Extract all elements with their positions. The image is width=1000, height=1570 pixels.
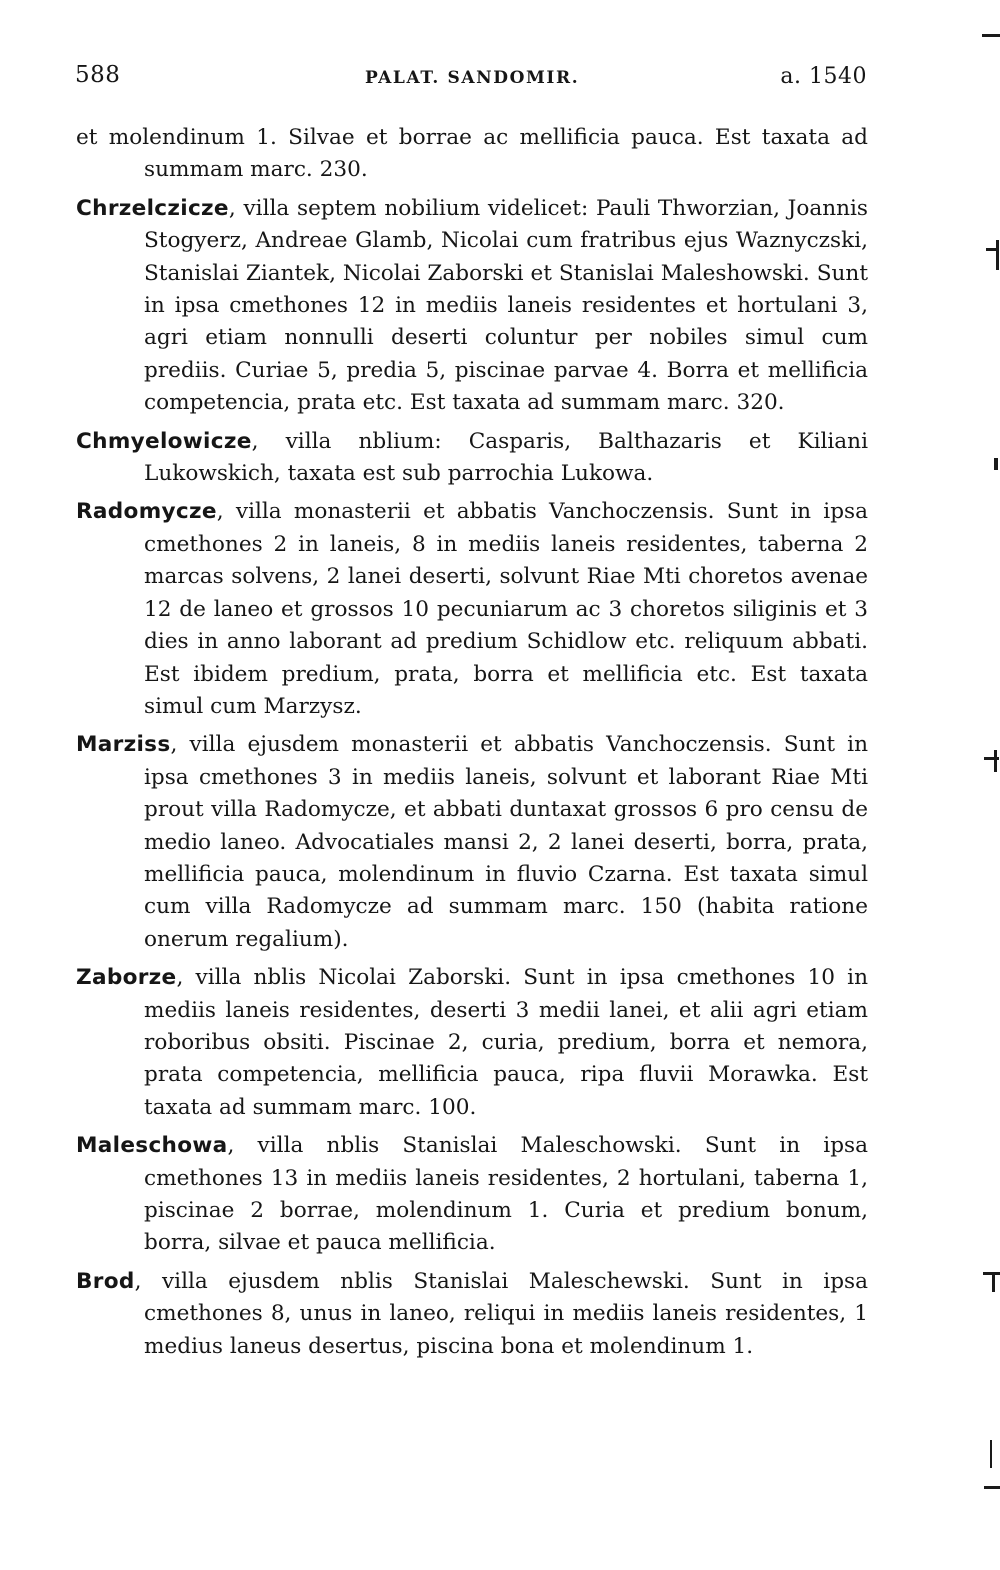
entry-chrzelczicze	[76, 193, 868, 420]
entry-text: , villa ejusdem nblis Stanislai Maleschewski. Sunt in ipsa cmethones 8, unus in laneo, reliqui in mediis laneis residentes, 1 medius laneus desertus, piscina bona et molendinum 1.	[134, 1268, 868, 1359]
running-title: PALAT. SANDOMIR.	[365, 68, 580, 88]
entry-marziss	[76, 729, 868, 956]
scan-mark	[992, 1272, 995, 1292]
page-header	[75, 62, 867, 96]
entry-headword: Marziss	[76, 732, 171, 758]
entry-headword: Maleschowa	[76, 1133, 228, 1159]
entry-text: , villa nblis Stanislai Maleschowski. Sunt in ipsa cmethones 13 in mediis laneis residentes, 2 hortulani, taberna 1, piscinae 2 borrae, molendinum 1. Curia et predium bonum, borra, silvae et pauca mellificia.	[144, 1133, 868, 1256]
entry-text: et molendinum 1. Silvae et borrae ac mellificia pauca. Est taxata ad summam marc. 230.	[76, 125, 868, 183]
entry-zaborze	[76, 962, 868, 1124]
entry-maleschowa	[76, 1130, 868, 1260]
entry-radomycze	[76, 496, 868, 723]
entry-text: , villa ejusdem monasterii et abbatis Vanchoczensis. Sunt in ipsa cmethones 3 in mediis laneis, solvunt et laborant Riae Mti prout villa Radomycze, et abbati duntaxat grossos 6 pro censu de medio laneo. Advocatiales mansi 2, 2 lanei deserti, borra, prata, mellificia pauca, molendinum in fluvio Czarna. Est taxata simul cum villa Radomycze ad summam marc. 150 (habita ratione onerum regalium).	[144, 732, 868, 952]
entry-text: , villa nblis Nicolai Zaborski. Sunt in ipsa cmethones 10 in mediis laneis residentes, deserti 3 medii lanei, et alii agri etiam roboribus obsiti. Piscinae 2, curia, predium, borra et nemora, prata competencia, mellificia pauca, ripa fluvii Morawka. Est taxata ad summam marc. 100.	[144, 965, 868, 1120]
entry-text: , villa septem nobilium videlicet: Pauli Thworzian, Joannis Stogyerz, Andreae Glamb, Nicolai cum fratribus ejus Waznyczski, Stanislai Ziantek, Nicolai Zaborski et Stanislai Maleshowski. Sunt in ipsa cmethones 12 in mediis laneis residentes et hortulani 3, agri etiam nonnulli deserti coluntur per nobiles simul cum prediis. Curiae 5, predia 5, piscinae parvae 4. Borra et mellificia competencia, prata etc. Est taxata ad summam marc. 320.	[144, 195, 868, 416]
scan-mark	[982, 34, 1000, 37]
entry-brod	[76, 1266, 868, 1363]
scan-edge-marks	[976, 0, 1000, 1570]
entry-text: , villa monasterii et abbatis Vanchoczensis. Sunt in ipsa cmethones 2 in laneis, 8 in mediis laneis residentes, taberna 2 marcas solvens, 2 lanei deserti, solvunt Riae Mti choretos avenae 12 de laneo et grossos 10 pecuniarum ac 3 choretos siliginis et 3 dies in anno laborant ad predium Schidlow etc. reliquum abbati. Est ibidem predium, prata, borra et mellificia etc. Est taxata simul cum Marzysz.	[144, 499, 868, 719]
page-number: 588	[75, 62, 121, 88]
scan-mark	[994, 750, 997, 772]
entry-continuation	[76, 122, 868, 187]
scan-mark	[984, 1486, 1000, 1489]
header-year: a. 1540	[780, 64, 867, 89]
scan-mark	[996, 240, 999, 270]
scan-mark	[994, 458, 998, 470]
page-body	[76, 122, 868, 1369]
scan-mark	[990, 1440, 992, 1468]
entry-headword: Radomycze	[76, 499, 217, 525]
entry-headword: Zaborze	[76, 965, 177, 991]
entry-headword: Chmyelowicze	[76, 428, 252, 454]
entry-text: , villa nblium: Casparis, Balthazaris et Kiliani Lukowskich, taxata est sub parrochia Lukowa.	[144, 428, 868, 487]
entry-headword: Brod	[76, 1268, 135, 1294]
entry-headword: Chrzelczicze	[76, 195, 229, 221]
entry-chmyelowicze	[76, 426, 868, 491]
